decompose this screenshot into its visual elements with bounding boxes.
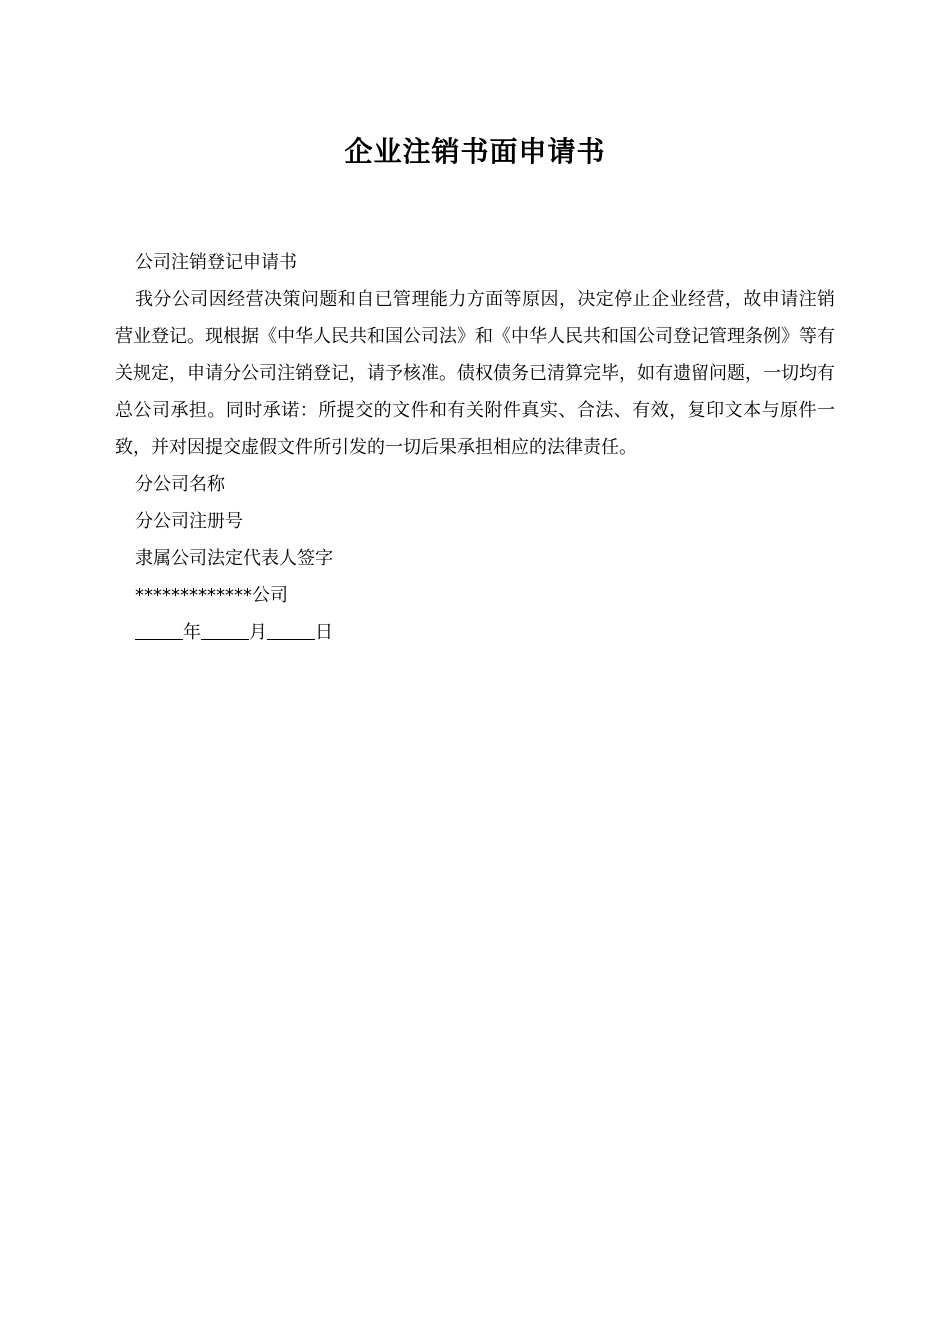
year-blank bbox=[135, 621, 183, 640]
year-label: 年 bbox=[183, 622, 201, 643]
legal-rep-signature-label: 隶属公司法定代表人签字 bbox=[135, 548, 333, 569]
document-subtitle: 公司注销登记申请书 bbox=[135, 252, 297, 273]
document-body bbox=[115, 244, 835, 651]
company-name-line: *************公司 bbox=[135, 585, 288, 606]
month-label: 月 bbox=[249, 622, 267, 643]
day-blank bbox=[267, 621, 315, 640]
branch-reg-no-label: 分公司注册号 bbox=[135, 511, 243, 532]
date-line bbox=[115, 614, 835, 651]
application-paragraph: 我分公司因经营决策问题和自已管理能力方面等原因，决定停止企业经营，故申请注销营业登记。现根据《中华人民共和国公司法》和《中华人民共和国公司登记管理条例》等有关规定，申请分公司注销登记，请予核准。债权债务已清算完毕，如有遗留问题，一切均有总公司承担。同时承诺：所提交的文件和有关附件真实、合法、有效，复印文本与原件一致，并对因提交虚假文件所引发的一切后果承担相应的法律责任。 bbox=[115, 289, 835, 458]
document-title: 企业注销书面申请书 bbox=[344, 135, 606, 168]
branch-name-label: 分公司名称 bbox=[135, 474, 225, 495]
day-label: 日 bbox=[315, 622, 333, 643]
month-blank bbox=[201, 621, 249, 640]
